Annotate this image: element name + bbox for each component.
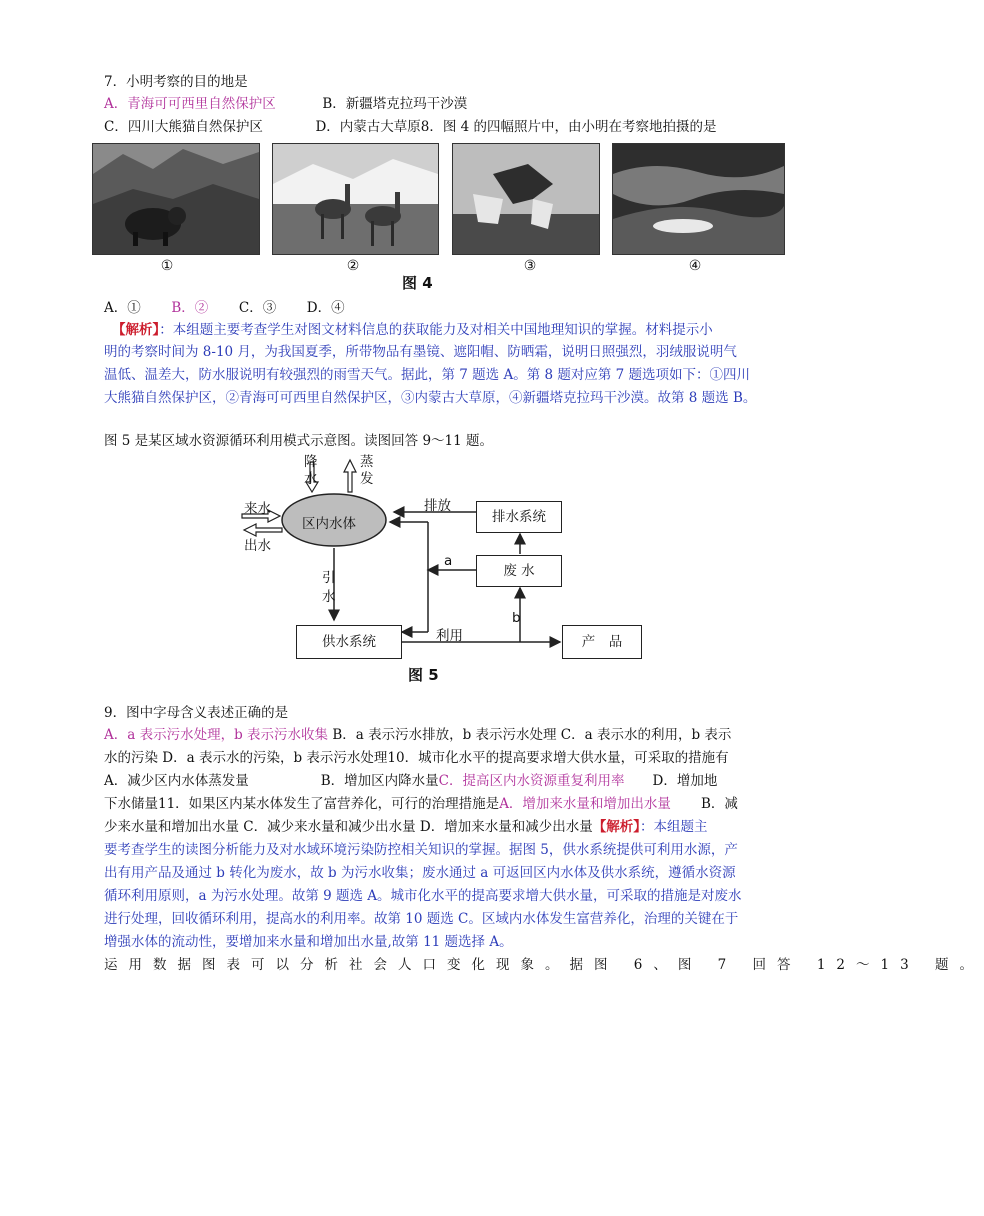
q8-option-a: A．① xyxy=(104,300,141,316)
analysis-1-line-3: 温低、温差大，防水服说明有较强烈的雨雪天气。据此，第 7 题选 A。第 8 题对应第 7 题选项如下：①四川 xyxy=(104,367,751,383)
photo-label-3: ③ xyxy=(523,258,537,274)
analysis-2-line-3: 循环利用原则，a 为污水处理。故第 9 题选 A。城市化水平的提高要求增大供水量，可采取的措施是对废水 xyxy=(104,888,742,904)
analysis-1-line-4: 大熊猫自然保护区，②青海可可西里自然保护区，③内蒙古大草原，④新疆塔克拉玛干沙漠。故第 8 题选 B。 xyxy=(104,390,757,406)
analysis-1-line-1: 【解析】：本组题主要考查学生对图文材料信息的获取能力及对相关中国地理知识的掌握。材料提示小 xyxy=(112,322,713,338)
figure-5-caption: 图 5 xyxy=(408,666,439,684)
label-precipitation: 降水 xyxy=(304,454,318,487)
q11-option-b-start: B．减 xyxy=(700,796,738,812)
q10-option-b: B．增加区内降水量 xyxy=(320,773,439,789)
q7-options-row1 xyxy=(104,94,784,114)
q9-option-a: A．a 表示污水处理，b 表示污水收集 xyxy=(104,727,329,743)
q11-options-line xyxy=(104,817,784,837)
q12-13-intro: 运用数据图表可以分析社会人口变化现象。据图 6、图 7 回答 12～13 题。 xyxy=(104,957,984,973)
q8-option-b: B．② xyxy=(171,300,209,316)
q9-options-line-2: 水的污染 D．a 表示水的污染，b 表示污水处理10．城市化水平的提高要求增大供水量，可采取的措施有 xyxy=(104,750,729,766)
product-box: 产 品 xyxy=(562,625,642,659)
photo-2-antelope-image xyxy=(272,143,439,255)
q11-options-bcd: 少来水量和增加出水量 C．减少来水量和减少出水量 D．增加来水量和减少出水量 xyxy=(104,819,593,835)
analysis-1-tag: 【解析】 xyxy=(112,322,160,338)
q9-options-bc: B．a 表示污水排放，b 表示污水处理 C．a 表示水的利用，b 表示 xyxy=(328,727,732,743)
wastewater-box: 废 水 xyxy=(476,555,562,587)
label-evaporation: 蒸发 xyxy=(360,454,374,487)
label-divert-water: 引水 xyxy=(322,570,336,605)
label-inflow: 来水 xyxy=(244,501,271,517)
q8-option-c: C．③ xyxy=(238,300,277,316)
q10-option-c: C．提高区内水资源重复利用率 xyxy=(438,773,625,789)
photo-4-desert-image xyxy=(612,143,785,255)
photo-3-bird-image xyxy=(452,143,600,255)
q8-option-d: D．④ xyxy=(306,300,345,316)
q10-option-a: A．减少区内水体蒸发量 xyxy=(104,773,249,789)
q11-stem-line xyxy=(104,794,784,814)
q7-stem: 7．小明考察的目的地是 xyxy=(104,74,248,90)
label-discharge: 排放 xyxy=(424,498,451,514)
analysis-2-start: ：本组题主 xyxy=(640,819,708,835)
q8-options-row xyxy=(104,298,784,318)
photo-label-1: ① xyxy=(160,258,174,274)
q10-option-d: D．增加地 xyxy=(652,773,718,789)
label-use: 利用 xyxy=(436,628,463,644)
label-b: b xyxy=(512,610,521,626)
label-outflow: 出水 xyxy=(244,538,271,554)
water-body-label: 区内水体 xyxy=(302,516,356,532)
analysis-1-line-2: 明的考察时间为 8-10 月，为我国夏季，所带物品有墨镜、遮阳帽、防晒霜，说明日照强烈，羽绒服说明气 xyxy=(104,344,737,360)
figure-5-intro: 图 5 是某区域水资源循环利用模式示意图。读图回答 9～11 题。 xyxy=(104,433,494,449)
q9-options-line-1 xyxy=(104,725,784,745)
photo-label-2: ② xyxy=(346,258,360,274)
q7-option-a: A．青海可可西里自然保护区 xyxy=(104,96,276,112)
q9-stem: 9．图中字母含义表述正确的是 xyxy=(104,705,289,721)
q11-option-a: A．增加来水量和增加出水量 xyxy=(499,796,671,812)
label-a: a xyxy=(444,553,453,569)
photo-1-yak-image xyxy=(92,143,260,255)
analysis-2-line-4: 进行处理，回收循环利用，提高水的利用率。故第 10 题选 C。区域内水体发生富营养化，治理的关键在于 xyxy=(104,911,739,927)
figure-4-caption: 图 4 xyxy=(402,274,433,292)
analysis-2-line-2: 出有用产品及通过 b 转化为废水，故 b 为污水收集；废水通过 a 可返回区内水体及供水系统，遵循水资源 xyxy=(104,865,736,881)
q11-stem: 下水储量11．如果区内某水体发生了富营养化，可行的治理措施是 xyxy=(104,796,500,812)
q7-option-d-q8-stem: D．内蒙古大草原8．图 4 的四幅照片中，由小明在考察地拍摄的是 xyxy=(315,119,717,135)
water-supply-box: 供水系统 xyxy=(296,625,402,659)
q10-options-line xyxy=(104,771,784,791)
photo-label-4: ④ xyxy=(688,258,702,274)
q7-options-row2 xyxy=(104,117,784,137)
q7-option-c: C．四川大熊猫自然保护区 xyxy=(104,119,263,135)
q7-option-b: B．新疆塔克拉玛干沙漠 xyxy=(322,96,468,112)
analysis-2-line-5: 增强水体的流动性，要增加来水量和增加出水量,故第 11 题选择 A。 xyxy=(104,934,513,950)
analysis-2-line-1: 要考查学生的读图分析能力及对水域环境污染防控相关知识的掌握。据图 5，供水系统提供可利用水源，产 xyxy=(104,842,738,858)
analysis-2-tag: 【解析】 xyxy=(592,819,640,835)
drainage-system-box: 排水系统 xyxy=(476,501,562,533)
